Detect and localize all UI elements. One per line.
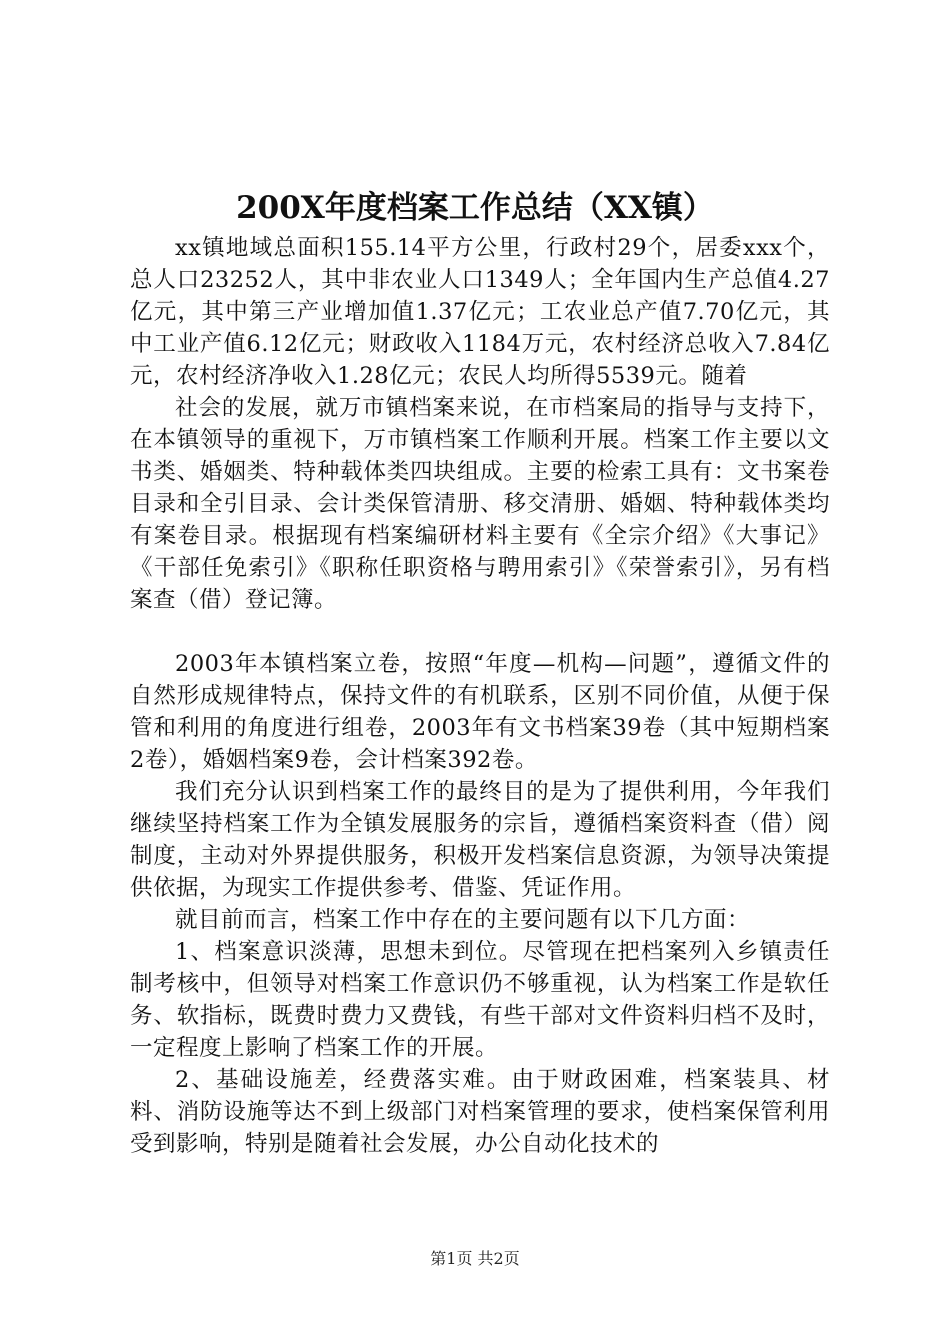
paragraph-problem-2: 2、基础设施差，经费落实难。由于财政困难，档案装具、材料、消防设施等达不到上级部门对档案管理的要求，使档案保管利用受到影响，特别是随着社会发展，办公自动化技术的 [130,1067,830,1157]
paragraph-problem-1: 1、档案意识淡薄，思想未到位。尽管现在把档案列入乡镇责任制考核中，但领导对档案工作意识仍不够重视，认为档案工作是软任务、软指标，既费时费力又费钱，有些干部对文件资料归档不及时，一定程度上影响了档案工作的开展。 [130,939,830,1061]
paragraph-archive-structure: 社会的发展，就万市镇档案来说，在市档案局的指导与支持下，在本镇领导的重视下，万市镇档案工作顺利开展。档案工作主要以文书类、婚姻类、特种载体类四块组成。主要的检索工具有：文书案卷目录和全引目录、会计类保管清册、移交清册、婚姻、特种载体类均有案卷目录。根据现有档案编研材料主要有《全宗介绍》《大事记》《干部任免索引》《职称任职资格与聘用索引》《荣誉索引》，另有档案查（借）登记簿。 [130,395,830,613]
document-body [130,232,830,1160]
paragraph-filing-2003: 2003年本镇档案立卷，按照“年度—机构—问题”，遵循文件的自然形成规律特点，保持文件的有机联系，区别不同价值，从便于保管和利用的角度进行组卷，2003年有文书档案39卷（其中短期档案2卷），婚姻档案9卷，会计档案392卷。 [130,651,830,773]
document-title: 200X年度档案工作总结（XX镇） [236,190,714,226]
paragraph-overview: xx镇地域总面积155.14平方公里，行政村29个，居委xxx个，总人口23252人，其中非农业人口1349人；全年国内生产总值4.27亿元，其中第三产业增加值1.37亿元；工农业总产值7.70亿元，其中工业产值6.12亿元；财政收入1184万元，农村经济总收入7.84亿元，农村经济净收入1.28亿元；农民人均所得5539元。随着 [130,235,830,389]
paragraph-problems-intro: 就目前而言，档案工作中存在的主要问题有以下几方面： [175,907,751,933]
page-number-footer: 第1页 共2页 [430,1249,520,1268]
paragraph-utilization: 我们充分认识到档案工作的最终目的是为了提供利用，今年我们继续坚持档案工作为全镇发展服务的宗旨，遵循档案资料查（借）阅制度，主动对外界提供服务，积极开发档案信息资源，为领导决策提供依据，为现实工作提供参考、借鉴、凭证作用。 [130,779,830,901]
